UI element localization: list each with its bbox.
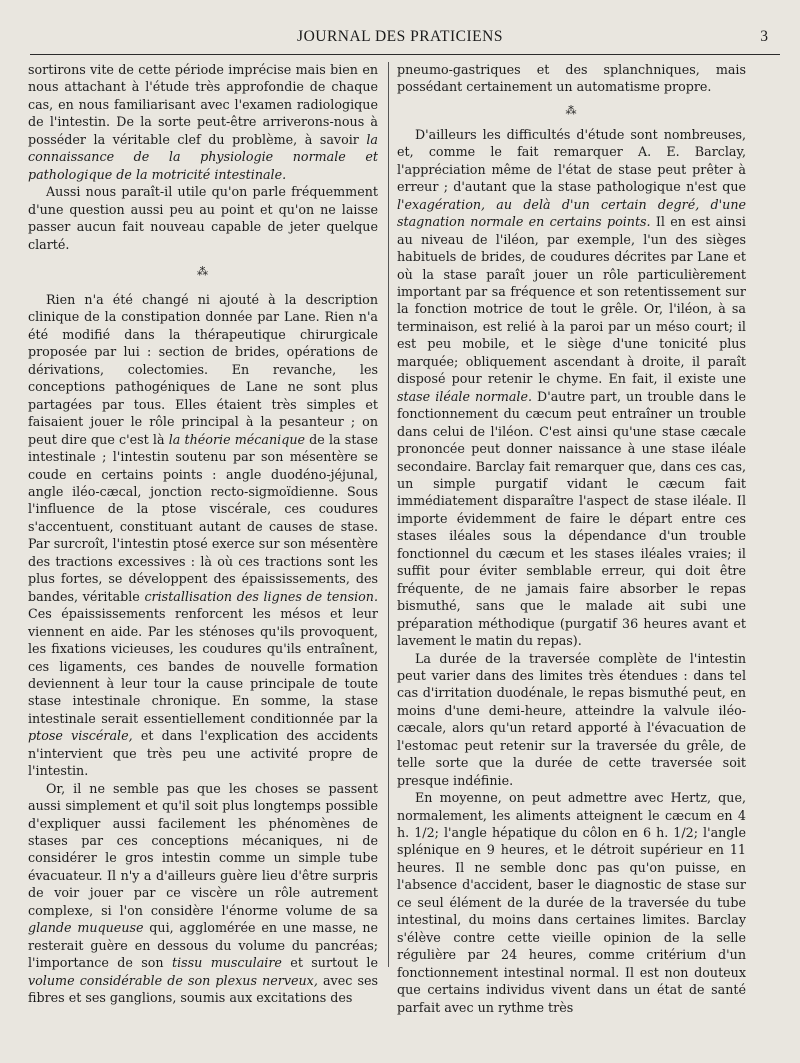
journal-title: JOURNAL DES PRATICIENS: [297, 28, 503, 45]
paragraph: La durée de la traversée complète de l'intestin peut varier dans des limites très étendues : dans tel cas d'irritation duodénale, le repas bismuthé peut, en moins d'une demi-heure, atteindre la valvule iléo-cæcale, alors qu'un retard apporté à l'évacuation de l'estomac peut retenir sur la traversée du grêle, de telle sorte que la durée de cette traversée soit presque indéfinie.: [397, 650, 746, 788]
paragraph: En moyenne, on peut admettre avec Hertz, que, normalement, les aliments atteignent le cæcum en 4 h. 1/2; l'angle hépatique du côlon en 6 h. 1/2; l'angle splénique en 9 heures, et le détroit supérieur en 11 heures. Il ne semble donc pas qu'on puisse, en l'absence d'accident, baser le diagnostic de stase sur ce seul élément de la durée de la traversée du tube intestinal, du moins dans certaines limites. Barclay s'élève contre cette vieille opinion de la selle régulière par 24 heures, comme critérium d'un fonctionnement intestinal normal. Il est non douteux que certains individus vivent dans un état de santé parfait avec un rythme très: [397, 790, 746, 1015]
paragraph: Aussi nous paraît-il utile qu'on parle fréquemment d'une question aussi peu au point et qu'on ne laisse passer aucun fait nouveau capable de jeter quelque clarté.: [28, 184, 378, 252]
running-header: [30, 24, 770, 52]
paragraph: Rien n'a été changé ni ajouté à la description clinique de la constipation donnée par Lane. Rien n'a été modifié dans la thérapeutique chirurgicale proposée par lui : section de brides, opérations de dérivations, colectomies. En revanche, les conceptions pathogéniques de Lane ne sont plus partagées par tous. Elles étaient très simples et faisaient jouer le rôle principal à la pesanteur ; on peut dire que c'est là la théorie mécanique de la stase intestinale ; l'intestin soutenu par son mésentère se coude en certains points : angle duodéno-jéjunal, angle iléo-cæcal, jonction recto-sigmoïdienne. Sous l'influence de la ptose viscérale, ces coudures s'accentuent, constituant autant de causes de stase. Par surcroît, l'intestin ptosé exerce sur son mésentère des tractions excessives : là où ces tractions sont les plus fortes, se développent des épaississements, des bandes, véritable cristallisation des lignes de tension. Ces épaississements renforcent les mésos et leur viennent en aide. Par les sténoses qu'ils provoquent, les fixations vicieuses, les coudures qu'ils entraînent, ces ligaments, ces bandes de nouvelle formation deviennent à leur tour la cause principale de toute stase intestinale chronique. En somme, la stase intestinale serait essentiellement conditionnée par la ptose viscérale, et dans l'explication des accidents n'intervient que très peu une activité propre de l'intestin.: [28, 291, 378, 779]
section-separator: ⁂: [565, 103, 578, 117]
page-number: 3: [760, 28, 768, 45]
paragraph: pneumo-gastriques et des splanchniques, mais possédant certainement un automatisme propre.: [397, 62, 746, 95]
paragraph: D'ailleurs les difficultés d'étude sont nombreuses, et, comme le fait remarquer A. E. Barclay, l'appréciation même de l'état de stase peut prêter à erreur ; d'autant que la stase pathologique n'est que l'exagération, au delà d'un certain degré, d'une stagnation normale en certains points. Il en est ainsi au niveau de l'iléon, par exemple, l'un des sièges habituels de brides, de coudures décrites par Lane et où la stase paraît jouer un rôle particulièrement important par sa fréquence et son retentissement sur la fonction motrice de tout le grêle. Or, l'iléon, à sa terminaison, est relié à la paroi par un méso court; il est peu mobile, et le siège d'une tonicité plus marquée; obliquement ascendant à droite, il paraît disposé pour retenir le chyme. En fait, il existe une stase iléale normale. D'autre part, un trouble dans le fonctionnement du cæcum peut entraîner un trouble dans celui de l'iléon. C'est ainsi qu'une stase cæcale prononcée peut donner naissance à une stase iléale secondaire. Barclay fait remarquer que, dans ces cas, un simple purgatif vidant le cæcum fait immédiatement disparaître l'aspect de stase iléale. Il importe évidemment de faire le départ entre ces stases iléales sous la dépendance d'un trouble fonctionnel du cæcum et les stases iléales vraies; il suffit pour éviter semblable erreur, qui doit être fréquente, de ne jamais faire absorber le repas bismuthé, sans que le malade ait subi une préparation méthodique (purgatif 36 heures avant et lavement le matin du repas).: [397, 126, 746, 649]
header-rule: [30, 54, 780, 55]
section-separator: ⁂: [197, 264, 209, 278]
right-column: [397, 61, 746, 1016]
paragraph: Or, il ne semble pas que les choses se passent aussi simplement et qu'il soit plus longtemps possible d'expliquer aussi facilement les phénomènes de stases par ces conceptions mécaniques, ni de considérer le gros intestin comme un simple tube évacuateur. Il n'y a d'ailleurs guère lieu d'être surpris de voir jouer par ce viscère un rôle autrement complexe, si l'on considère l'énorme volume de sa glande muqueuse qui, agglomérée en une masse, ne resterait guère en dessous du volume du pancréas; l'importance de son tissu musculaire et surtout le volume considérable de son plexus nerveux, avec ses fibres et ses ganglions, soumis aux excitations des: [28, 780, 378, 1006]
left-column: [28, 61, 378, 1007]
paragraph: sortirons vite de cette période imprécise mais bien en nous attachant à l'étude très approfondie de chaque cas, en nous familiarisant avec l'examen radiologique de l'intestin. De la sorte peut-être arriverons-nous à posséder la véritable clef du problème, à savoir la connaissance de la physiologie normale et pathologique de la motricité intestinale.: [28, 62, 378, 182]
column-divider: [388, 62, 389, 967]
